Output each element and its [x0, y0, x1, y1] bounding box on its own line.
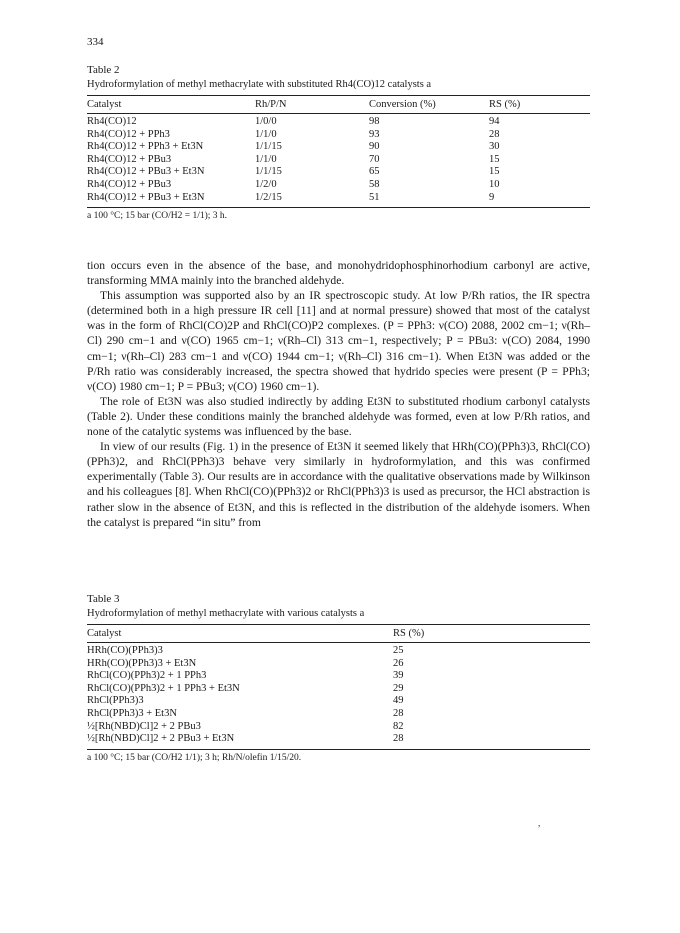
- cell-ratio: 1/1/0: [255, 128, 277, 140]
- cell-catalyst: HRh(CO)(PPh3)3 + Et3N: [87, 657, 197, 669]
- cell-rs: 39: [393, 670, 404, 682]
- table-2-header-row: [87, 96, 590, 114]
- cell-rs: 15: [489, 166, 500, 178]
- table-2: [87, 64, 590, 221]
- cell-rs: 28: [489, 128, 500, 140]
- table-row: [87, 721, 590, 734]
- cell-rs: 9: [489, 191, 495, 203]
- cell-rs: 30: [489, 141, 500, 153]
- cell-catalyst: ½[Rh(NBD)Cl]2 + 2 PBu3 + Et3N: [87, 733, 235, 745]
- table-row: [87, 708, 590, 721]
- table-row: [87, 658, 590, 671]
- cell-rs: 28: [393, 733, 404, 745]
- table-3-header-row: [87, 625, 590, 643]
- paragraph: In view of our results (Fig. 1) in the presence of Et3N it seemed likely that HRh(CO)(PPh3)3, RhCl(CO)(PPh3)2, and RhCl(PPh3)3 behave very similarly in hydroformylation, and this was confirmed experimentally (Table 3). Our results are in accordance with the qualitative observations made by Wilkinson and his colleagues [8]. When RhCl(CO)(PPh3)2 or RhCl(PPh3)3 is used as precursor, the HCl abstraction is rather slow in the absence of Et3N, and this is reflected in the distribution of the aldehyde isomers. When the catalyst is prepared “in situ” from: [87, 440, 590, 529]
- cell-catalyst: HRh(CO)(PPh3)3: [87, 645, 163, 656]
- cell-catalyst: Rh4(CO)12 + PBu3 + Et3N: [87, 166, 205, 178]
- cell-conversion: 70: [369, 153, 380, 165]
- cell-rs: 29: [393, 682, 404, 694]
- table-row: [87, 192, 590, 208]
- cell-ratio: 1/2/0: [255, 178, 277, 190]
- cell-catalyst: RhCl(PPh3)3: [87, 695, 144, 707]
- cell-catalyst: Rh4(CO)12 + PBu3: [87, 178, 172, 190]
- cell-rs: 25: [393, 645, 404, 656]
- table-2-caption: Hydroformylation of methyl methacrylate with substituted Rh4(CO)12 catalysts a: [87, 79, 432, 90]
- header-rs: RS (%): [393, 628, 425, 639]
- table-3-caption: Hydroformylation of methyl methacrylate with various catalysts a: [87, 608, 365, 619]
- cell-conversion: 98: [369, 116, 380, 127]
- table-row: [87, 141, 590, 154]
- table-3: [87, 593, 590, 763]
- table-row: [87, 670, 590, 683]
- cell-ratio: 1/0/0: [255, 116, 277, 127]
- cell-catalyst: RhCl(CO)(PPh3)2 + 1 PPh3 + Et3N: [87, 682, 240, 694]
- stray-mark: ,: [538, 818, 541, 828]
- cell-rs: 10: [489, 178, 500, 190]
- cell-ratio: 1/2/15: [255, 191, 282, 203]
- paragraph: tion occurs even in the absence of the base, and monohydridophosphinorhodium carbonyl are active, transforming MMA mainly into the branched aldehyde.: [87, 259, 590, 288]
- table-3-footnote: a 100 °C; 15 bar (CO/H2 1/1); 3 h; Rh/N/olefin 1/15/20.: [87, 752, 302, 763]
- cell-rs: 94: [489, 116, 500, 127]
- paragraph: This assumption was supported also by an IR spectroscopic study. At low P/Rh ratios, the IR spectra (determined both in a high pressure IR cell [11] and at normal pressure) showed that most of the catalyst was in the form of RhCl(CO)2P and RhCl(CO)P2 complexes. (P = PPh3: ν(CO) 2088, 2002 cm−1; ν(Rh–Cl) 290 cm−1 and ν(CO) 1965 cm−1; ν(Rh–Cl) 313 cm−1, respectively; P = PBu3: ν(CO) 2084, 1990 cm−1; ν(Rh–Cl) 283 cm−1 and ν(CO) 1944 cm−1; ν(Rh–Cl) 316 cm−1). When Et3N was added or the P/Rh ratio was considerably increased, the spectra showed that hydrido species were present (P = PPh3; ν(CO) 1980 cm−1; P = PBu3; ν(CO) 1960 cm−1).: [87, 289, 590, 393]
- page-number: 334: [87, 36, 104, 48]
- table-2-footnote: a 100 °C; 15 bar (CO/H2 = 1/1); 3 h.: [87, 211, 228, 222]
- table-row: [87, 695, 590, 708]
- header-catalyst: Catalyst: [87, 628, 122, 639]
- table-row: [87, 643, 590, 658]
- body-text: [87, 258, 590, 530]
- cell-catalyst: Rh4(CO)12 + PBu3 + Et3N: [87, 191, 205, 203]
- cell-catalyst: RhCl(PPh3)3 + Et3N: [87, 707, 177, 719]
- cell-catalyst: Rh4(CO)12 + PPh3: [87, 128, 170, 140]
- cell-rs: 15: [489, 153, 500, 165]
- cell-catalyst: ½[Rh(NBD)Cl]2 + 2 PBu3: [87, 720, 201, 732]
- cell-rs: 28: [393, 707, 404, 719]
- cell-rs: 49: [393, 695, 404, 707]
- cell-catalyst: Rh4(CO)12: [87, 116, 137, 127]
- cell-catalyst: RhCl(CO)(PPh3)2 + 1 PPh3: [87, 670, 207, 682]
- table-row: [87, 114, 590, 129]
- cell-ratio: 1/1/0: [255, 153, 277, 165]
- cell-conversion: 93: [369, 128, 380, 140]
- header-rs: RS (%): [489, 99, 521, 110]
- table-row: [87, 154, 590, 167]
- header-conversion: Conversion (%): [369, 99, 436, 110]
- cell-conversion: 51: [369, 191, 380, 203]
- table-3-label: Table 3: [87, 593, 120, 605]
- cell-conversion: 58: [369, 178, 380, 190]
- header-catalyst: Catalyst: [87, 99, 122, 110]
- cell-ratio: 1/1/15: [255, 166, 282, 178]
- cell-ratio: 1/1/15: [255, 141, 282, 153]
- table-row: [87, 166, 590, 179]
- table-3-grid: [87, 624, 590, 750]
- table-2-label: Table 2: [87, 64, 120, 76]
- table-row: [87, 129, 590, 142]
- table-2-grid: [87, 95, 590, 208]
- paragraph: The role of Et3N was also studied indirectly by adding Et3N to substituted rhodium carbonyl catalysts (Table 2). Under these conditions mainly the branched aldehyde was formed, even at low P/Rh ratios, and none of the catalytic systems was influenced by the base.: [87, 394, 590, 439]
- table-row: [87, 733, 590, 749]
- cell-catalyst: Rh4(CO)12 + PPh3 + Et3N: [87, 141, 204, 153]
- table-row: [87, 179, 590, 192]
- header-ratio: Rh/P/N: [255, 99, 287, 110]
- cell-rs: 26: [393, 657, 404, 669]
- cell-conversion: 90: [369, 141, 380, 153]
- cell-catalyst: Rh4(CO)12 + PBu3: [87, 153, 172, 165]
- table-row: [87, 683, 590, 696]
- cell-conversion: 65: [369, 166, 380, 178]
- cell-rs: 82: [393, 720, 404, 732]
